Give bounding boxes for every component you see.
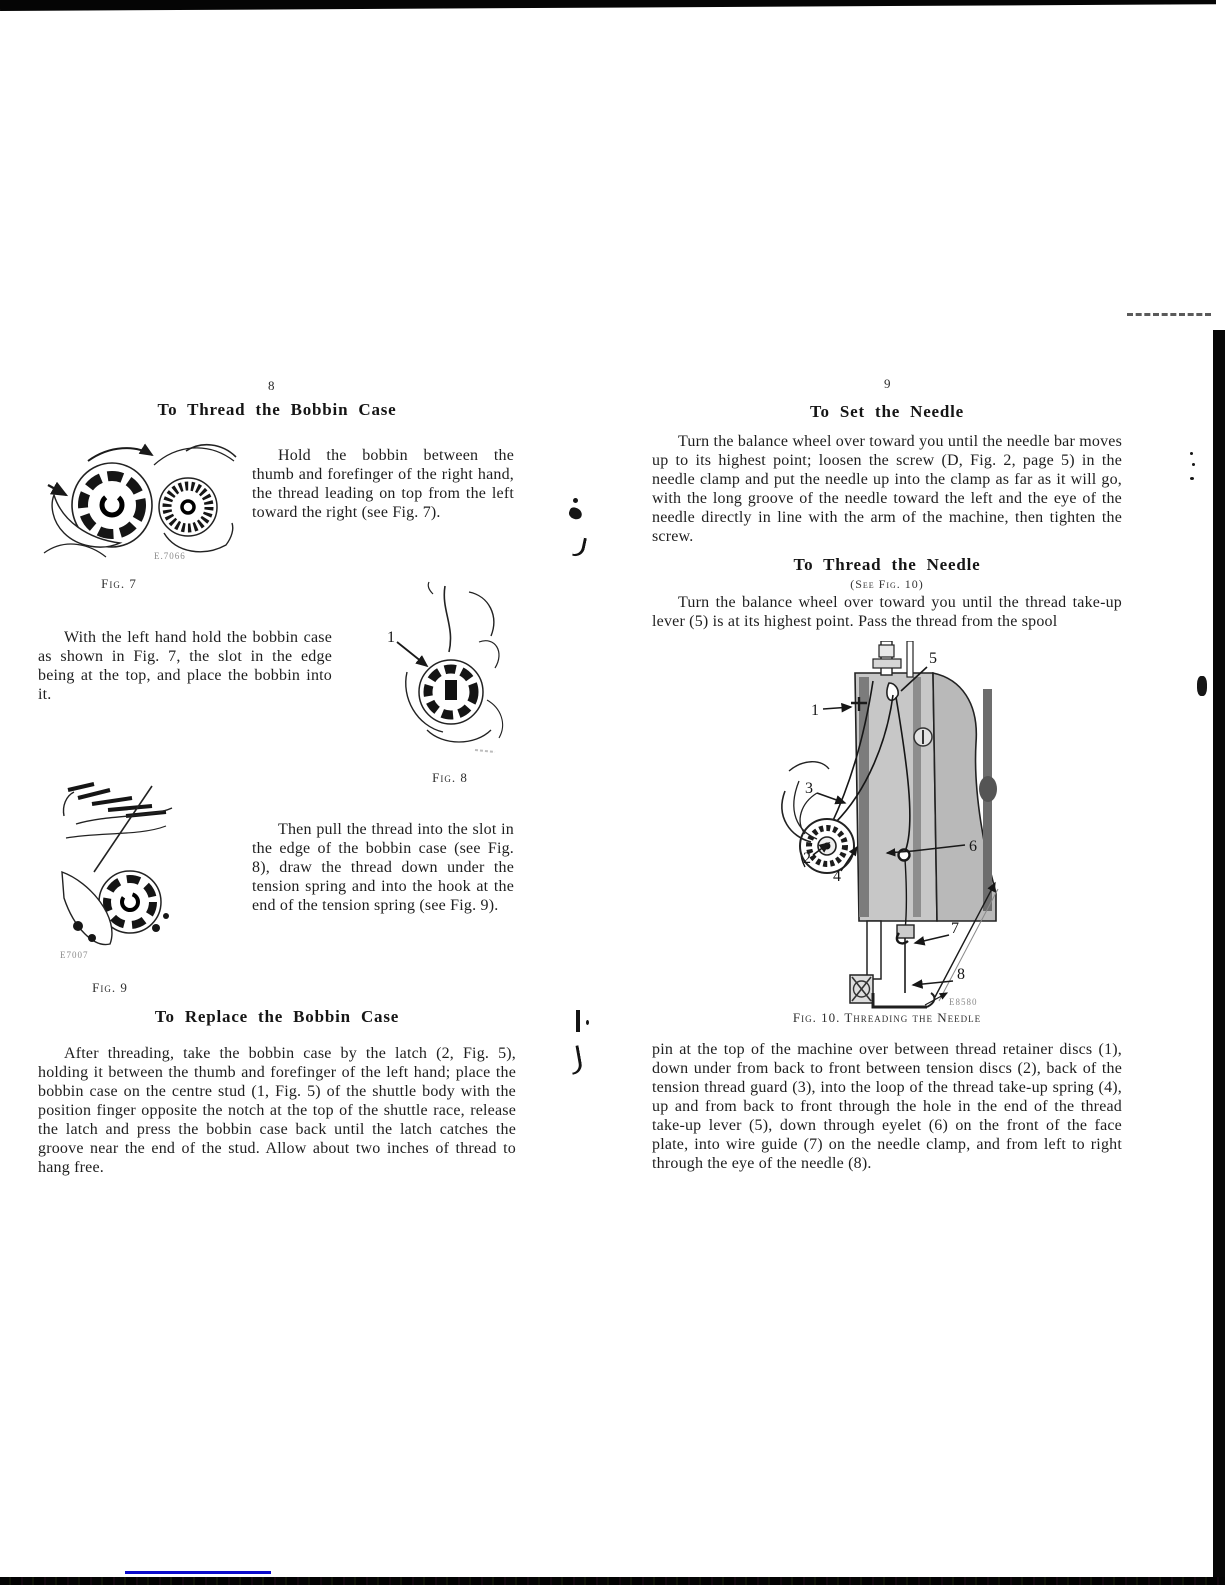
paragraph-left-hand: With the left hand hold the bobbin case as shown in Fig. 7, the slot in the edge being at the top, and place the bobbin into it.	[38, 629, 332, 703]
paragraph-thread-needle-intro: Turn the balance wheel over toward you until the thread take-up lever (5) is at its highest point. Pass the thread from the spool	[652, 594, 1122, 630]
fig10-callout-4: 4	[833, 868, 841, 885]
fig10-callout-7: 7	[951, 920, 959, 937]
see-fig-10-note: (See Fig. 10)	[850, 577, 924, 591]
fig10-callout-8: 8	[957, 966, 965, 983]
figure-8-image	[383, 580, 518, 765]
ink-speck	[1190, 477, 1194, 480]
paragraph-threading-steps: pin at the top of the machine over between thread retainer discs (1), down under from back to front between tension discs (2), back of the tension thread guard (3), into the loop of the thread take-up spring (4), up and from back to front through the hole in the end of the thread take-up lever (5), down through eyelet (6) on the front of the face plate, into wire guide (7) on the needle clamp, and from left to right through the eye of the needle (8).	[652, 1041, 1122, 1172]
figure-9-caption: Fig. 9	[92, 980, 128, 995]
paragraph-pull-thread: Then pull the thread into the slot in the edge of the bobbin case (see Fig. 8), draw the thread down under the tension spring and into the hook at the end of the tension spring (see Fig. 9).	[252, 821, 514, 914]
fig10-callout-5: 5	[929, 650, 937, 667]
ink-speck	[1197, 676, 1207, 696]
ink-speck	[573, 498, 578, 503]
page-number-left: 8	[268, 378, 275, 393]
figure-10-plate-mark: E8580	[949, 997, 978, 1007]
bottom-blue-line	[125, 1571, 271, 1574]
fig10-callout-2: 2	[803, 850, 811, 867]
figure-10-image	[755, 641, 1065, 1013]
scan-bottom-border	[0, 1577, 1225, 1585]
figure-10-caption: Fig. 10. Threading the Needle	[792, 1010, 982, 1025]
ink-speck	[572, 536, 587, 558]
ink-speck	[568, 506, 584, 521]
paragraph-set-needle: Turn the balance wheel over toward you until the needle bar moves up to its highest point; loosen the screw (D, Fig. 2, page 5) in the needle clamp and put the needle up into the clamp as far as it will go, with the long groove of the needle toward the left and the eye of the needle directly in line with the arm of the machine, then tighten the screw.	[652, 433, 1122, 545]
paragraph-hold-bobbin: Hold the bobbin between the thumb and forefinger of the right hand, the thread leading on top from the left toward the right (see Fig. 7).	[252, 447, 514, 521]
paragraph-replace-case: After threading, take the bobbin case by the latch (2, Fig. 5), holding it between the thumb and forefinger of the left hand; place the bobbin case on the centre stud (1, Fig. 5) of the shuttle body with the position finger opposite the notch at the top of the shuttle race, release the latch and press the bobbin case back until the latch catches the groove near the end of the stud. Allow about two inches of thread to hang free.	[38, 1045, 516, 1176]
section-title-thread-needle: To Thread the Needle	[793, 555, 981, 574]
figure-7-caption: Fig. 7	[101, 576, 137, 591]
figure-7-image	[36, 433, 246, 578]
section-title-thread-bobbin-case: To Thread the Bobbin Case	[157, 400, 397, 419]
figure-8-callout-1: 1	[387, 629, 395, 646]
fig10-callout-6: 6	[969, 838, 977, 855]
figure-7-plate-mark: E.7066	[154, 551, 186, 561]
ink-speck	[1192, 463, 1195, 466]
scan-top-border	[0, 0, 1216, 11]
section-title-replace-bobbin-case: To Replace the Bobbin Case	[154, 1007, 400, 1026]
scan-dashed-mark	[1127, 313, 1211, 316]
fig10-callout-1: 1	[811, 702, 819, 719]
section-title-set-needle: To Set the Needle	[809, 402, 965, 421]
figure-9-image	[48, 776, 198, 968]
fig10-callout-3: 3	[805, 780, 813, 797]
ink-speck	[586, 1020, 589, 1025]
ink-speck	[1190, 452, 1193, 455]
scan-right-border	[1213, 330, 1225, 1578]
figure-9-plate-mark: E7007	[60, 950, 89, 960]
figure-8-caption: Fig. 8	[432, 770, 468, 785]
page-number-right: 9	[884, 376, 891, 391]
ink-speck	[576, 1010, 580, 1032]
ink-speck	[568, 1045, 584, 1074]
